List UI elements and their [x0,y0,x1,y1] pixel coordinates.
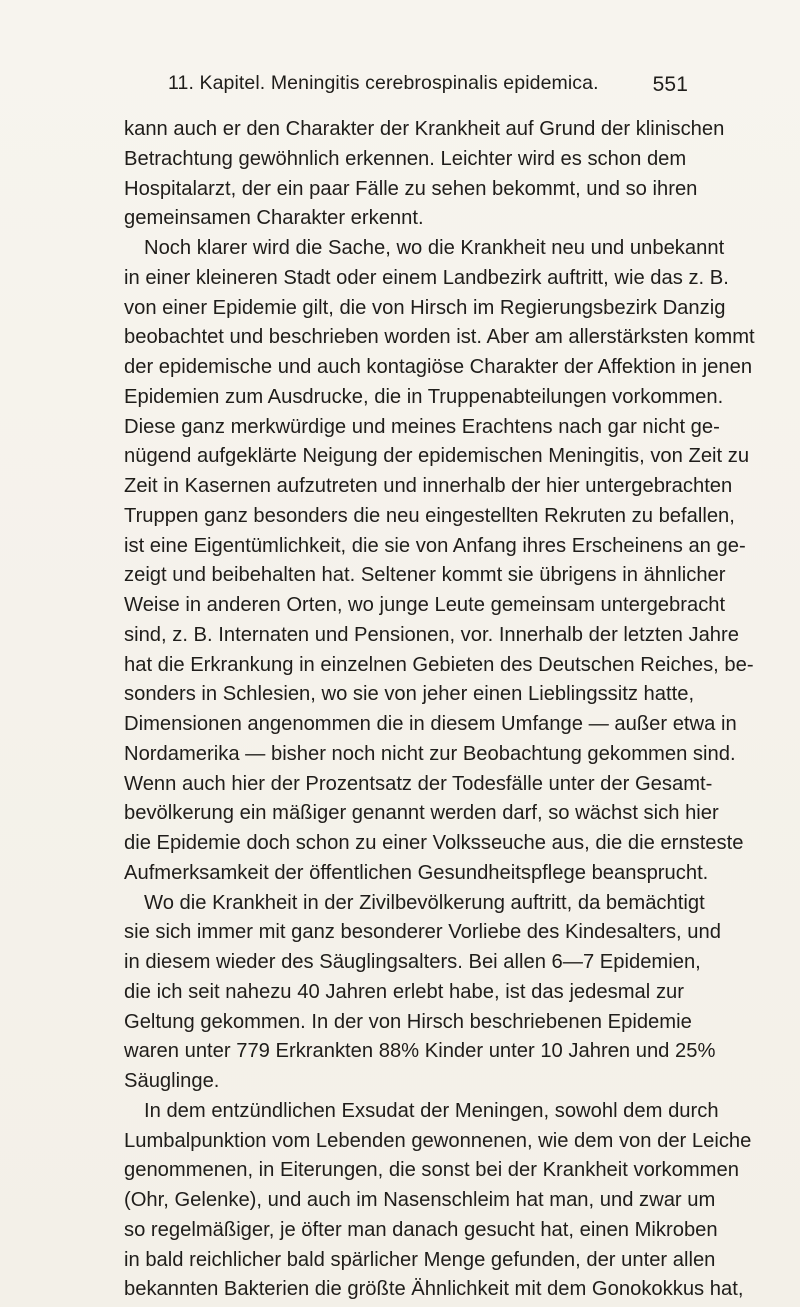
page-number: 551 [652,73,688,96]
text-line: in einer kleineren Stadt oder einem Landbezirk auftritt, wie das z. B. [124,266,729,289]
text-line: Epidemien zum Ausdrucke, die in Truppenabteilungen vorkommen. [124,385,724,408]
text-line: Aufmerksamkeit der öffentlichen Gesundheitspflege beansprucht. [124,861,709,884]
text-line: Wenn auch hier der Prozentsatz der Todesfälle unter der Gesamt- [124,772,713,795]
text-line: die Epidemie doch schon zu einer Volksseuche aus, die die ernsteste [124,832,744,854]
text-line: nügend aufgeklärte Neigung der epidemischen Meningitis, von Zeit zu [124,445,750,468]
body-text [124,115,755,1305]
text-line: ist eine Eigentümlichkeit, die sie von Anfang ihres Erscheinens an ge- [124,534,746,557]
text-line: Nordamerika — bisher noch nicht zur Beobachtung gekommen sind. [124,742,736,765]
text-line: Noch klarer wird die Sache, wo die Krankheit neu und unbekannt [144,237,725,259]
text-line: genommenen, in Eiterungen, die sonst bei der Krankheit vorkommen [124,1159,739,1182]
text-line: kann auch er den Charakter der Krankheit auf Grund der klinischen [124,118,725,140]
text-line: (Ohr, Gelenke), und auch im Nasenschleim hat man, und zwar um [124,1189,716,1211]
text-line: von einer Epidemie gilt, die von Hirsch im Regierungsbezirk Danzig [124,296,726,319]
text-line: Säuglinge. [124,1070,220,1092]
chapter-title: 11. Kapitel. Meningitis cerebrospinalis epidemica. [168,72,599,94]
text-line: so regelmäßiger, je öfter man danach gesucht hat, einen Mikroben [124,1218,718,1241]
text-line: sind, z. B. Internaten und Pensionen, vor. Innerhalb der letzten Jahre [124,623,739,646]
text-line: waren unter 779 Erkrankten 88% Kinder unter 10 Jahren und 25% [124,1040,716,1063]
text-line: Lumbalpunktion vom Lebenden gewonnenen, wie dem von der Leiche [124,1129,752,1152]
text-line: in diesem wieder des Säuglingsalters. Bei allen 6—7 Epidemien, [124,951,701,973]
text-line: zeigt und beibehalten hat. Seltener kommt sie übrigens in ähnlicher [124,564,726,587]
text-line: Zeit in Kasernen aufzutreten und innerhalb der hier untergebrachten [124,475,733,497]
running-head [168,72,688,104]
text-line: Weise in anderen Orten, wo junge Leute gemeinsam untergebracht [124,594,726,616]
text-line: gemeinsamen Charakter erkennt. [124,207,424,230]
text-line: bekannten Bakterien die größte Ähnlichkeit mit dem Gonokokkus hat, [124,1278,744,1301]
text-line: Truppen ganz besonders die neu eingestellten Rekruten zu befallen, [124,504,735,527]
text-line: der epidemische und auch kontagiöse Charakter der Affektion in jenen [124,356,753,378]
text-line: in bald reichlicher bald spärlicher Menge gefunden, der unter allen [124,1248,716,1271]
text-line: die ich seit nahezu 40 Jahren erlebt habe, ist das jedesmal zur [124,980,684,1003]
text-line: sie sich immer mit ganz besonderer Vorliebe des Kindesalters, und [124,921,721,944]
text-line: Geltung gekommen. In der von Hirsch beschriebenen Epidemie [124,1010,692,1033]
text-line: Diese ganz merkwürdige und meines Erachtens nach gar nicht ge- [124,415,720,438]
text-line: Hospitalarzt, der ein paar Fälle zu sehen bekommt, und so ihren [124,177,698,200]
text-line: beobachtet und beschrieben worden ist. Aber am allerstärksten kommt [124,326,755,349]
text-line: In dem entzündlichen Exsudat der Meningen, sowohl dem durch [144,1099,719,1122]
text-line: bevölkerung ein mäßiger genannt werden darf, so wächst sich hier [124,802,719,825]
text-line: sonders in Schlesien, wo sie von jeher einen Lieblingssitz hatte, [124,683,695,706]
text-line: Betrachtung gewöhnlich erkennen. Leichter wird es schon dem [124,147,687,170]
text-line: Wo die Krankheit in der Zivilbevölkerung auftritt, da bemächtigt [144,891,705,914]
text-line: hat die Erkrankung in einzelnen Gebieten des Deutschen Reiches, be- [124,653,754,676]
text-line: Dimensionen angenommen die in diesem Umfange — außer etwa in [124,713,737,735]
